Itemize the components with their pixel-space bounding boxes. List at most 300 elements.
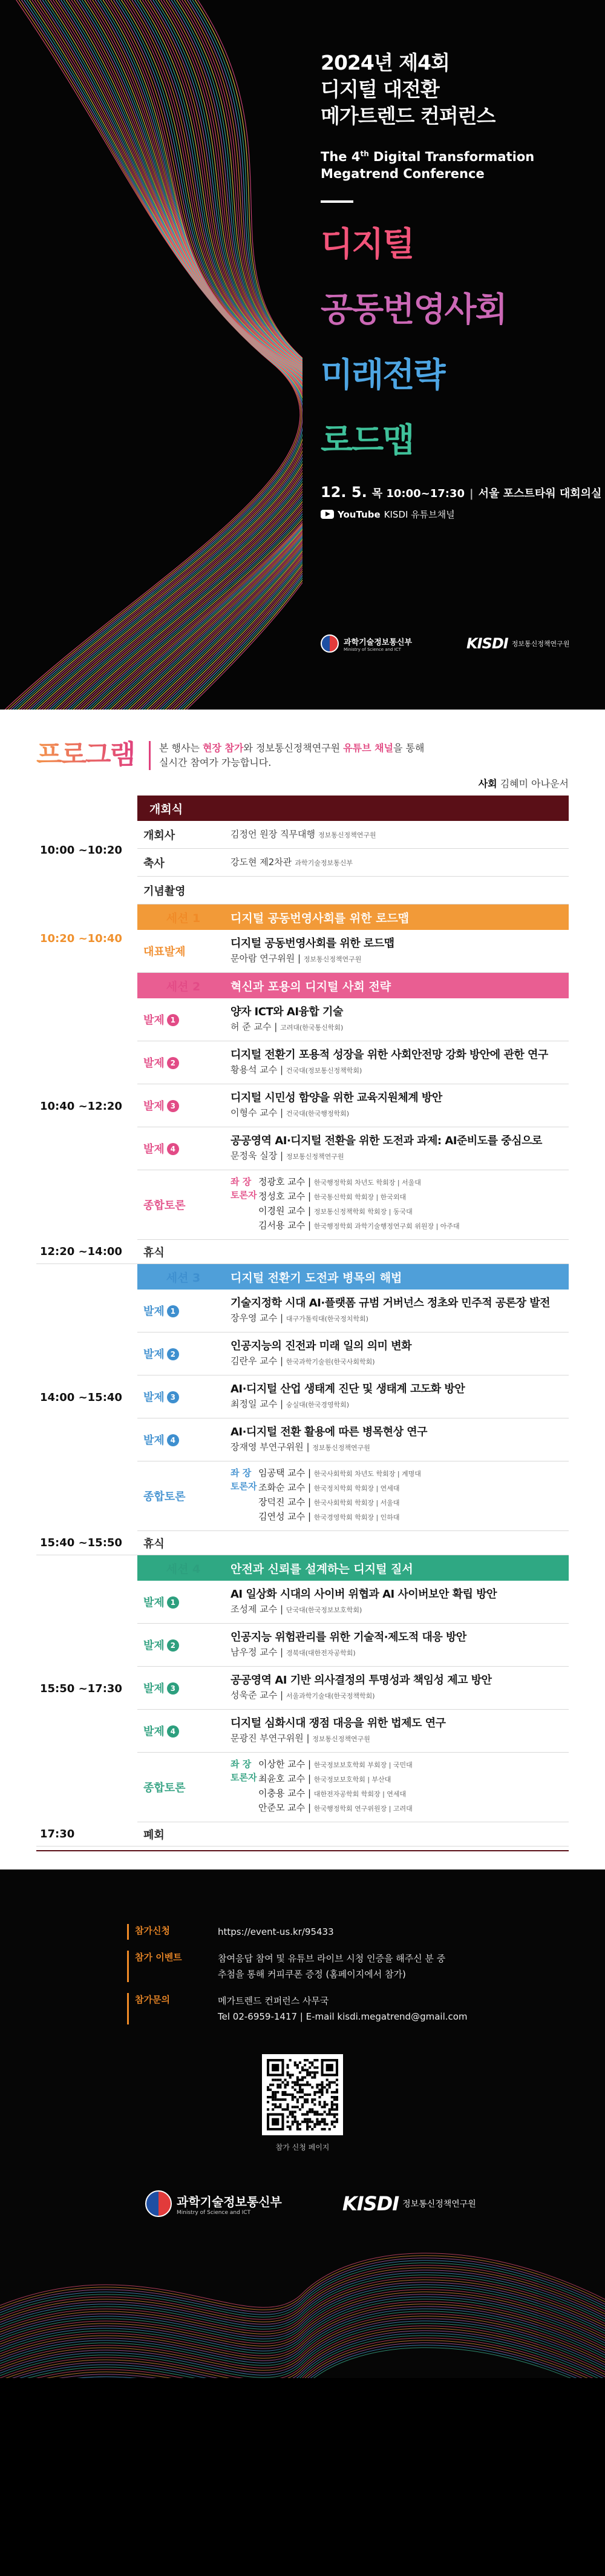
speaker-org: 건국대(한국행정학회) (286, 1110, 350, 1118)
session-2-bar (137, 973, 569, 998)
qr-module (289, 2076, 292, 2078)
info-registration (127, 1924, 502, 1940)
qr-module (287, 2116, 289, 2118)
qr-module (326, 2079, 329, 2081)
time-session-4: 15:50 ~17:30 (40, 1682, 122, 1695)
program-header (36, 739, 569, 796)
row-label: 개회사 (143, 829, 175, 842)
theme-word-4: 로드맵 (321, 421, 414, 460)
qr-module (306, 2123, 309, 2126)
talk-title: 디지털 전환기 포용적 성장을 위한 사회안전망 강화 방안에 관한 연구 (231, 1049, 548, 1061)
qr-module (306, 2059, 309, 2061)
mc-name: 김혜미 아나운서 (500, 778, 569, 789)
qr-module (306, 2101, 309, 2103)
qr-module (279, 2098, 281, 2101)
qr-module (289, 2128, 292, 2130)
qr-module (321, 2121, 324, 2123)
speaker-name: 장우영 교수 (231, 1313, 278, 1323)
info-key: 참가 이벤트 (127, 1951, 218, 1982)
qr-module (306, 2071, 309, 2074)
qr-module (284, 2098, 286, 2101)
qr-module (281, 2081, 284, 2084)
qr-module (294, 2081, 296, 2084)
qr-module (333, 2108, 336, 2110)
qr-finder (272, 2118, 279, 2126)
qr-module (296, 2064, 299, 2066)
qr-module (309, 2074, 311, 2076)
qr-module (336, 2084, 338, 2086)
qr-module (287, 2084, 289, 2086)
qr-module (313, 2076, 316, 2078)
event-title-line2: 디지털 대전환 (321, 77, 439, 101)
label-text: 발제 (143, 1725, 165, 1738)
talk-title: 디지털 공동번영사회를 위한 로드맵 (231, 937, 394, 950)
qr-module (311, 2098, 313, 2101)
qr-module (292, 2074, 294, 2076)
eng-sup: th (360, 150, 369, 158)
qr-module (304, 2069, 306, 2071)
qr-finder (326, 2064, 333, 2071)
row-label: 축사 (143, 857, 165, 870)
qr-module (329, 2086, 331, 2089)
row-label (137, 1141, 223, 1156)
qr-module (304, 2113, 306, 2116)
qr-module (324, 2103, 326, 2106)
youtube-channel: KISDI 유튜브채널 (384, 509, 455, 520)
qr-module (311, 2108, 313, 2110)
speaker-name: 성욱준 교수 (231, 1690, 278, 1701)
qr-module (274, 2103, 276, 2106)
time-break-1: 12:20 ~14:00 (40, 1245, 122, 1258)
qr-module (287, 2121, 289, 2123)
session-title: 안전과 신뢰를 설계하는 디지털 질서 (231, 1562, 413, 1576)
qr-module (304, 2101, 306, 2103)
label-text: 발제 (143, 1100, 165, 1113)
program-section (0, 710, 605, 1869)
eng-line2: Megatrend Conference (321, 166, 485, 181)
msit-logo (321, 634, 412, 653)
eng-line1a: The 4 (321, 150, 361, 164)
break-1 (36, 1240, 569, 1264)
panelist-org: 한국정보보호학회 | 부산대 (313, 1776, 391, 1784)
qr-module (318, 2101, 321, 2103)
qr-module (296, 2123, 299, 2126)
panelist-name: 김연성 교수 (258, 1511, 306, 1522)
event-date: 12. 5. (321, 484, 367, 501)
qr-module (331, 2103, 333, 2106)
qr-module (329, 2110, 331, 2113)
speaker-org: 단국대(한국정보보호학회) (286, 1606, 362, 1614)
row-label (137, 1389, 223, 1405)
panelist-org: 대한전자공학회 학회장 | 연세대 (313, 1790, 407, 1798)
qr-module (276, 2079, 279, 2081)
qr-module (336, 2113, 338, 2116)
qr-module (311, 2086, 313, 2089)
qr-module (272, 2103, 274, 2106)
qr-module (316, 2071, 318, 2074)
qr-module (304, 2059, 306, 2061)
qr-module (296, 2081, 299, 2084)
qr-module (287, 2103, 289, 2106)
time-session-1: 10:20 ~10:40 (40, 932, 122, 945)
talk-title: AI·디지털 전환 활용에 따른 병목현상 연구 (231, 1426, 428, 1438)
qr-module (299, 2071, 301, 2074)
qr-module (289, 2110, 292, 2113)
qr-module (311, 2101, 313, 2103)
qr-module (313, 2074, 316, 2076)
speaker-org: 과학기술정보통신부 (295, 858, 353, 867)
qr-module (333, 2116, 336, 2118)
label-text: 발제 (143, 1391, 165, 1404)
speaker-name: 허 준 교수 (231, 1021, 272, 1032)
qr-module (272, 2084, 274, 2086)
speaker-org: 정보통신정책연구원 (286, 1153, 344, 1161)
qr-module (301, 2106, 304, 2108)
qr-module (287, 2126, 289, 2128)
msit-name-eng: Ministry of Science and ICT (344, 647, 401, 652)
qr-module (326, 2091, 329, 2093)
qr-module (287, 2108, 289, 2110)
number-badge: 4 (167, 1434, 179, 1446)
panelist-org: 정보통신정책학회 학회장 | 동국대 (313, 1208, 413, 1216)
qr-module (304, 2084, 306, 2086)
panelist-org: 한국사회학회 차년도 학회장 | 계명대 (313, 1470, 421, 1478)
row-label (137, 1346, 223, 1362)
qr-module (306, 2069, 309, 2071)
qr-module (294, 2064, 296, 2066)
panelist-name: 장덕진 교수 (258, 1497, 306, 1507)
qr-module (313, 2059, 316, 2061)
contact-line-1: 메가트렌드 컨퍼런스 사무국 (218, 1995, 329, 2006)
desc-c: 와 정보통신정책연구원 (243, 742, 344, 754)
qr-module (296, 2121, 299, 2123)
number-badge: 2 (167, 1057, 179, 1069)
qr-module (299, 2096, 301, 2098)
qr-module (316, 2121, 318, 2123)
qr-module (333, 2103, 336, 2106)
qr-module (304, 2121, 306, 2123)
qr-module (284, 2108, 286, 2110)
qr-module (333, 2096, 336, 2098)
qr-module (294, 2118, 296, 2121)
qr-module (309, 2093, 311, 2096)
desc-a: 본 행사는 (159, 742, 203, 754)
qr-module (281, 2091, 284, 2093)
qr-module (313, 2066, 316, 2069)
event-line-1: 참여응답 참여 및 유튜브 라이브 시청 인증을 해주신 분 중 (218, 1953, 446, 1964)
mc-info (479, 776, 569, 790)
qr-module (274, 2096, 276, 2098)
kisdi-mark: KISDI (466, 635, 508, 652)
qr-module (301, 2076, 304, 2078)
qr-module (272, 2096, 274, 2098)
speaker-org: 정보통신정책연구원 (303, 955, 362, 963)
qr-module (316, 2118, 318, 2121)
panelist-name: 안준모 교수 (258, 1802, 306, 1813)
qr-module (309, 2118, 311, 2121)
qr-module (284, 2086, 286, 2089)
row-label (137, 1098, 223, 1113)
qr-module (289, 2059, 292, 2061)
session-1-block (36, 904, 569, 973)
contact-line-2[interactable]: Tel 02-6959-1417 | E-mail kisdi.megatrend@gmail.com (218, 2011, 468, 2022)
qr-module (272, 2091, 274, 2093)
qr-module (299, 2128, 301, 2130)
qr-module (296, 2106, 299, 2108)
panelist-org: 한국경영학회 학회장 | 인하대 (313, 1514, 400, 1521)
session-label: 세션 2 (166, 980, 201, 993)
talk-row: 발제 1 기술지정학 시대 AI·플랫폼 규범 거버넌스 정초와 민주적 공론장 발전 장우영 교수 | 대구가톨릭대(한국정치학회) (137, 1290, 569, 1332)
talk-title: 인공지능 위험관리를 위한 기술적·제도적 대응 방안 (231, 1631, 466, 1644)
qr-module (281, 2108, 284, 2110)
panelist-org: 한국행정학회 연구위원장 | 고려대 (313, 1805, 413, 1813)
event-line-2: 추첨을 통해 커피쿠폰 증정 (홈페이지에서 참가) (218, 1969, 406, 1980)
qr-module (306, 2081, 309, 2084)
talk-title: 디지털 시민성 함양을 위한 교육지원체계 방안 (231, 1092, 442, 1104)
event-date-row (321, 484, 601, 501)
time-opening: 10:00 ~10:20 (40, 843, 122, 857)
qr-module (311, 2121, 313, 2123)
qr-module (296, 2079, 299, 2081)
qr-module (292, 2110, 294, 2113)
qr-module (296, 2128, 299, 2130)
qr-module (316, 2084, 318, 2086)
qr-module (313, 2110, 316, 2113)
talk-row: 발제 2 디지털 전환기 포용적 성장을 위한 사회안전망 강화 방안에 관한 연구 황용석 교수 | 건국대(정보통신정책학회) (137, 1041, 569, 1084)
qr-module (299, 2091, 301, 2093)
program-title: 프로그램 (36, 739, 135, 770)
label-text: 발제 (143, 1434, 165, 1447)
qr-module (321, 2106, 324, 2108)
qr-module (272, 2108, 274, 2110)
msit-name: 과학기술정보통신부 (344, 637, 413, 647)
qr-module (304, 2118, 306, 2121)
qr-module (289, 2074, 292, 2076)
talk-title: AI 일상화 시대의 사이버 위협과 AI 사이버보안 확립 방안 (231, 1588, 497, 1601)
qr-module (274, 2106, 276, 2108)
qr-module (296, 2101, 299, 2103)
speaker-name: 문아람 연구위원 (231, 953, 295, 964)
qr-module (279, 2106, 281, 2108)
qr-module (309, 2121, 311, 2123)
opening-block (36, 796, 569, 904)
qr-module (309, 2126, 311, 2128)
time-session-3: 14:00 ~15:40 (40, 1391, 122, 1404)
number-badge: 1 (167, 1014, 179, 1026)
taegeuk-icon (321, 634, 339, 653)
qr-module (313, 2098, 316, 2101)
qr-code[interactable] (262, 2054, 343, 2135)
label-text: 발제 (143, 1682, 165, 1695)
theme-word-2: 공동번영사회 (321, 290, 506, 329)
qr-module (329, 2108, 331, 2110)
qr-module (306, 2110, 309, 2113)
talk-row: 발제 1 AI 일상화 시대의 사이버 위협과 AI 사이버보안 확립 방안 조성제 교수 | 단국대(한국정보보호학회) (137, 1581, 569, 1624)
panelist-org: 한국행정학회 차년도 학회장 | 서울대 (313, 1179, 421, 1187)
qr-module (294, 2089, 296, 2091)
qr-module (321, 2093, 324, 2096)
footer-wave-art (0, 2245, 605, 2378)
speaker-name: 김정언 원장 직무대행 (231, 828, 315, 840)
qr-module (316, 2086, 318, 2089)
speaker-name: 장재영 부연구위원 (231, 1441, 304, 1452)
qr-module (329, 2084, 331, 2086)
panelist-org: 한국통신학회 학회장 | 한국외대 (313, 1193, 407, 1201)
event-venue: 서울 포스트타워 대회의실 (478, 487, 602, 500)
qr-module (313, 2103, 316, 2106)
qr-module (292, 2086, 294, 2089)
qr-module (269, 2089, 272, 2091)
talk-title: AI·디지털 산업 생태계 진단 및 생태계 고도화 방안 (231, 1383, 465, 1395)
panelist-org: 한국사회학회 학회장 | 서울대 (313, 1499, 400, 1507)
session-1-bar (137, 904, 569, 930)
qr-module (287, 2064, 289, 2066)
eng-line1b: Digital Transformation (368, 150, 535, 164)
session-3-block (36, 1264, 569, 1531)
qr-module (321, 2128, 324, 2130)
qr-module (333, 2098, 336, 2101)
qr-module (333, 2121, 336, 2123)
qr-module (296, 2126, 299, 2128)
session-title: 혁신과 포용의 디지털 사회 전략 (231, 980, 391, 993)
speaker-name: 남우정 교수 (231, 1647, 278, 1658)
separator: | (469, 487, 474, 500)
qr-module (311, 2110, 313, 2113)
qr-module (287, 2066, 289, 2069)
qr-module (306, 2121, 309, 2123)
desc-e: 을 통해 (393, 742, 425, 754)
panelist-org: 한국정치학회 학회장 | 연세대 (313, 1484, 400, 1492)
qr-module (276, 2098, 279, 2101)
qr-module (296, 2098, 299, 2101)
break-label: 휴식 (143, 1246, 165, 1259)
qr-module (331, 2081, 333, 2084)
qr-module (292, 2121, 294, 2123)
qr-module (318, 2091, 321, 2093)
qr-module (301, 2084, 304, 2086)
qr-module (294, 2116, 296, 2118)
session-label: 세션 4 (166, 1562, 201, 1576)
speaker-name: 황용석 교수 (231, 1064, 278, 1075)
qr-module (309, 2084, 311, 2086)
qr-module (287, 2081, 289, 2084)
qr-module (284, 2079, 286, 2081)
speaker-org: 대구가톨릭대(한국정치학회) (286, 1315, 368, 1323)
qr-module (311, 2071, 313, 2074)
qr-module (292, 2093, 294, 2096)
panelist-name: 조화순 교수 (258, 1482, 306, 1493)
panelist-name: 이충용 교수 (258, 1788, 306, 1799)
qr-module (321, 2113, 324, 2116)
kisdi-name: 정보통신정책연구원 (511, 640, 570, 648)
youtube-row[interactable] (321, 508, 601, 521)
qr-module (304, 2076, 306, 2078)
msit-name-eng: Ministry of Science and ICT (177, 2209, 251, 2216)
session-2-block (36, 973, 569, 1240)
event-title-line1: 2024년 제4회 (321, 51, 450, 74)
qr-module (326, 2123, 329, 2126)
talk-title: 기술지정학 시대 AI·플랫폼 규범 거버넌스 정초와 민주적 공론장 발전 (231, 1297, 551, 1309)
panel-chair-label: 좌 장 (231, 1468, 252, 1478)
qr-module (301, 2069, 304, 2071)
qr-module (279, 2086, 281, 2089)
info-key: 참가문의 (127, 1993, 218, 2024)
number-badge: 2 (167, 1348, 179, 1360)
session-1-keynote: 대표발제 디지털 공동번영사회를 위한 로드맵 문아람 연구위원 | 정보통신정책연구원 (137, 930, 569, 973)
session-3-bar (137, 1264, 569, 1290)
qr-module (287, 2093, 289, 2096)
info-block (127, 1924, 502, 2035)
qr-module (313, 2126, 316, 2128)
qr-module (316, 2091, 318, 2093)
qr-module (306, 2126, 309, 2128)
speaker-name: 김란우 교수 (231, 1356, 278, 1366)
qr-module (287, 2074, 289, 2076)
qr-module (292, 2106, 294, 2108)
msit-name: 과학기술정보통신부 (177, 2194, 282, 2209)
talk-title: 양자 ICT와 AI융합 기술 (231, 1006, 343, 1018)
qr-module (299, 2108, 301, 2110)
panelist-name: 이상한 교수 (258, 1759, 306, 1770)
qr-module (324, 2123, 326, 2126)
qr-module (313, 2093, 316, 2096)
hero-text (321, 50, 601, 521)
talk-row: 발제 1 양자 ICT와 AI융합 기술 허 준 교수 | 고려대(한국통신학회) (137, 998, 569, 1041)
qr-module (333, 2113, 336, 2116)
qr-module (272, 2098, 274, 2101)
panelist-name: 이경원 교수 (258, 1205, 306, 1216)
label-text: 발제 (143, 1639, 165, 1652)
qr-module (324, 2110, 326, 2113)
qr-module (333, 2091, 336, 2093)
qr-module (316, 2059, 318, 2061)
event-time: 목 10:00~17:30 (371, 487, 465, 500)
qr-module (296, 2066, 299, 2069)
row-label: 종합토론 (143, 1199, 186, 1212)
qr-module (306, 2084, 309, 2086)
desc-line2: 실시간 참여가 가능합니다. (159, 757, 272, 768)
qr-module (336, 2079, 338, 2081)
qr-module (331, 2113, 333, 2116)
qr-module (289, 2113, 292, 2116)
panelist-name: 정성호 교수 (258, 1191, 306, 1202)
qr-module (324, 2106, 326, 2108)
qr-module (336, 2118, 338, 2121)
desc-d: 유튜브 채널 (343, 742, 394, 754)
speaker-name: 조성제 교수 (231, 1604, 278, 1615)
qr-module (299, 2061, 301, 2064)
qr-module (301, 2091, 304, 2093)
panel-discussant-label: 토론자 (231, 1190, 257, 1201)
qr-module (326, 2084, 329, 2086)
kisdi-name: 정보통신정책연구원 (402, 2199, 476, 2209)
registration-link[interactable]: https://event-us.kr/95433 (218, 1926, 334, 1937)
opening-label: 개회식 (149, 802, 183, 816)
qr-module (306, 2113, 309, 2116)
qr-module (306, 2128, 309, 2130)
qr-module (318, 2121, 321, 2123)
qr-module (267, 2086, 269, 2089)
label-text: 발제 (143, 1305, 165, 1318)
qr-module (292, 2116, 294, 2118)
row-label: 기념촬영 (143, 884, 186, 898)
row-label (137, 1637, 223, 1653)
qr-module (284, 2091, 286, 2093)
qr-module (276, 2086, 279, 2089)
qr-module (301, 2121, 304, 2123)
qr-module (324, 2118, 326, 2121)
row-label (137, 1723, 223, 1739)
